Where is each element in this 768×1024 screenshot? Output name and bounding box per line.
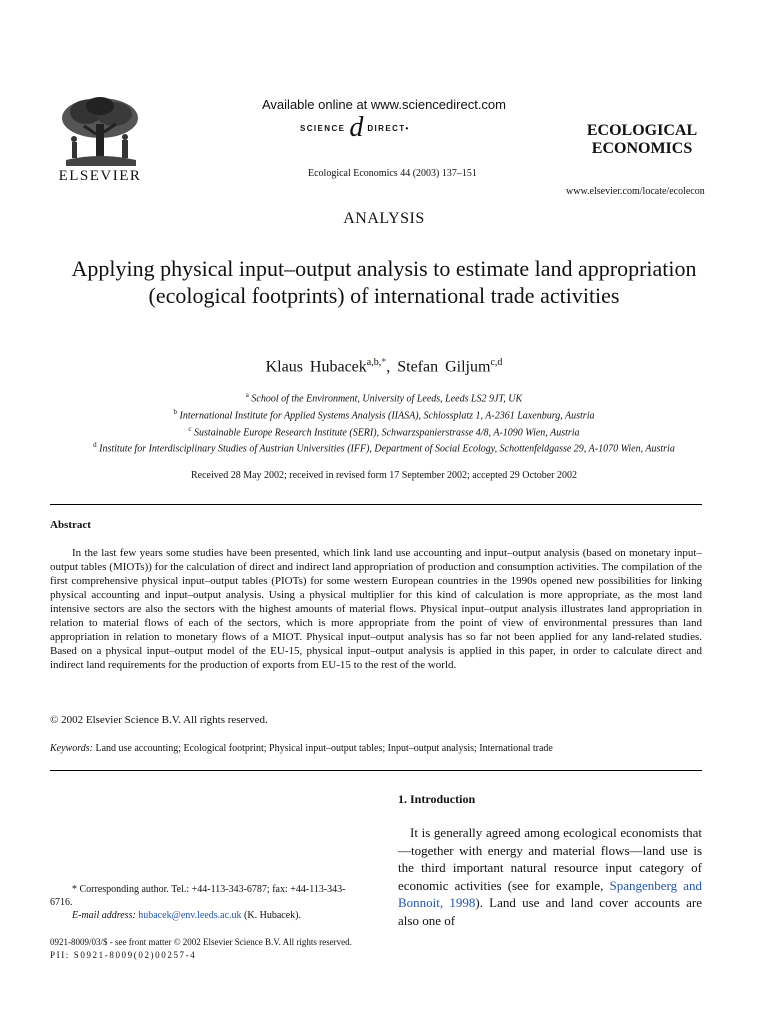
author-affiliation-marks: c,d xyxy=(490,357,503,368)
keywords-text: Land use accounting; Ecological footprint; Physical input–output tables; Input–output analysis; International trade xyxy=(95,743,553,754)
corresponding-author-link[interactable]: * xyxy=(381,357,387,368)
author-name: Stefan Giljum xyxy=(397,358,491,376)
journal-url[interactable]: www.elsevier.com/locate/ecolecon xyxy=(566,186,705,197)
divider xyxy=(50,504,702,505)
affiliation-item xyxy=(50,389,718,406)
pii-line: PII: S0921-8009(02)00257-4 xyxy=(50,950,197,960)
email-label: E-mail address: xyxy=(72,910,136,921)
article-title: Applying physical input–output analysis to estimate land appropriation (ecological footprints) of international trade activities xyxy=(71,256,697,308)
elsevier-logo xyxy=(52,94,148,185)
keywords-label: Keywords: xyxy=(50,743,93,754)
publisher-name: ELSEVIER xyxy=(58,168,142,184)
affiliation-item xyxy=(50,406,718,423)
sciencedirect-left: SCIENCE xyxy=(300,123,346,133)
journal-name-line1: ECOLOGICAL xyxy=(586,122,698,139)
received-dates: Received 28 May 2002; received in revised form 17 September 2002; accepted 29 October 2002 xyxy=(191,470,577,481)
affiliation-text: Institute for Interdisciplinary Studies of Austrian Universities (IFF), Department of Social Ecology, Schottenfeldgasse 29, A-1070 Wien, Austria xyxy=(99,443,675,455)
sciencedirect-right: DIRECT• xyxy=(367,123,410,133)
affiliation-text: International Institute for Applied Systems Analysis (IIASA), Schlossplatz 1, A-2361 Laxenburg, Austria xyxy=(179,410,595,422)
affiliation-item xyxy=(50,423,718,440)
sciencedirect-logo xyxy=(300,112,410,143)
abstract-body: In the last few years some studies have been presented, which link land use accounting and input–output analysis (based on monetary input–output tables (MIOTs)) for the calculation of direct and indirect land appropriation of production and consumption activities. The compilation of the first comprehensive physical input–output tables (PIOTs) for some western European countries in the 1990s opened new possibilities for linking physical accounting and input–output analysis. Using a physical multiplier for this kind of calculation is more appropriate, as the most land intensive sectors are also the sectors with the highest amounts of material flows. Physical input–output analysis illustrates land appropriation in relation to material flows of each of the sectors, which is more appropriate from the point of view of environmental pressures than land appropriation in relation to monetary flows of a MIOT. Physical input–output analysis has so far not been applied for any land-related studies. Based on a physical input–output model of the EU-15, physical input–output analysis is applied in this paper, in order to calculate direct and indirect land requirements for the production of exports from EU-15 to the rest of the world. xyxy=(50,547,702,671)
affiliations xyxy=(50,389,718,456)
introduction-heading: 1. Introduction xyxy=(398,792,476,806)
elsevier-tree-icon xyxy=(56,94,144,166)
journal-name xyxy=(572,122,712,158)
affiliation-mark: b xyxy=(173,407,177,416)
section-label: ANALYSIS xyxy=(343,210,425,227)
author-name: Klaus Hubacek xyxy=(265,358,367,376)
journal-name-line2: ECONOMICS xyxy=(591,140,693,157)
author-affiliation-marks: a,b, xyxy=(366,357,382,368)
available-online-text[interactable]: Available online at www.sciencedirect.com xyxy=(262,97,506,112)
affiliation-mark: d xyxy=(93,441,97,450)
divider xyxy=(50,770,702,771)
corresponding-author-footnote: * Corresponding author. Tel.: +44-113-343-6787; fax: +44-113-343-6716. xyxy=(50,884,346,908)
affiliation-mark: a xyxy=(245,391,249,399)
issn-line: 0921-8009/03/$ - see front matter © 2002 Elsevier Science B.V. All rights reserved. xyxy=(50,937,352,947)
affiliation-text: Sustainable Europe Research Institute (SERI), Schwarzspanierstrasse 4/8, A-1090 Wien, Austria xyxy=(194,426,580,438)
sciencedirect-mark-icon: d xyxy=(349,112,364,143)
email-footnote xyxy=(72,910,301,921)
email-suffix: (K. Hubacek). xyxy=(241,910,301,921)
affiliation-item xyxy=(50,439,718,456)
intro-text: ). Land use and land cover accounts are also one of xyxy=(398,895,702,928)
citation-link[interactable]: Spangenberg and Bonnoit, 1998 xyxy=(398,877,702,910)
abstract-heading: Abstract xyxy=(50,519,91,531)
affiliation-mark: c xyxy=(188,424,192,433)
introduction-body xyxy=(398,824,702,929)
email-link[interactable]: hubacek@env.leeds.ac.uk xyxy=(138,910,242,921)
journal-citation: Ecological Economics 44 (2003) 137–151 xyxy=(308,168,477,179)
keywords xyxy=(50,743,553,754)
copyright-line: © 2002 Elsevier Science B.V. All rights reserved. xyxy=(50,714,268,726)
intro-text: It is generally agreed among ecological economists that—together with energy and material flows—land use is the third important natural resource input category of economic activities (see for example, xyxy=(398,825,702,893)
affiliation-text: School of the Environment, University of Leeds, Leeds LS2 9JT, UK xyxy=(251,393,523,405)
author-list xyxy=(0,357,768,376)
author-separator: , xyxy=(386,358,398,376)
